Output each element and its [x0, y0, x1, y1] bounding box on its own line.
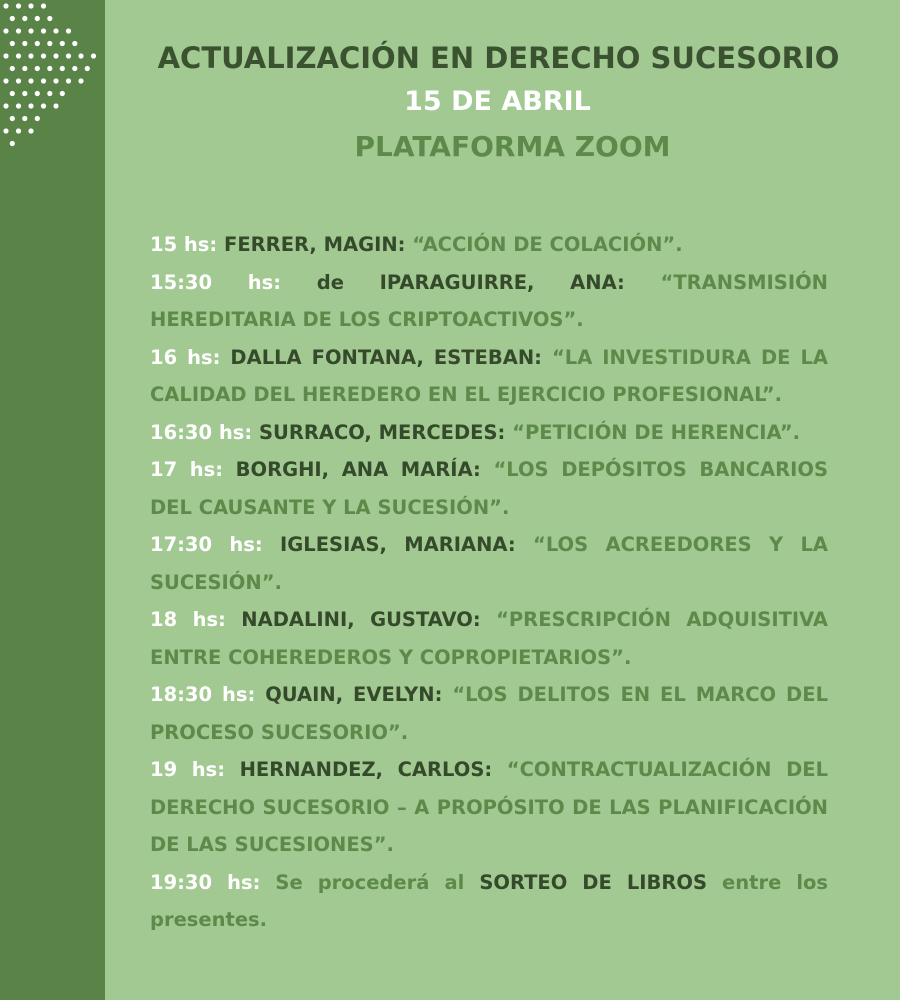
agenda-item: [150, 451, 828, 526]
agenda-topic: “LOS DELITOS EN EL MARCO DEL PROCESO SUCESORIO”.: [150, 683, 828, 744]
closing-highlight: SORTEO DE LIBROS: [479, 870, 708, 894]
agenda-speaker: IGLESIAS, MARIANA:: [280, 533, 516, 556]
agenda-item: [150, 264, 828, 339]
agenda-time: 16:30 hs:: [150, 420, 253, 444]
agenda-speaker: DALLA FONTANA, ESTEBAN:: [230, 345, 542, 369]
page-title: ACTUALIZACIÓN EN DERECHO SUCESORIO: [157, 41, 840, 75]
closing-time: 19:30 hs:: [150, 870, 261, 894]
agenda-item: [150, 751, 828, 864]
agenda-time: 17:30 hs:: [150, 533, 263, 556]
agenda-item: [150, 414, 828, 452]
agenda-topic: “PRESCRIPCIÓN ADQUISITIVA ENTRE COHEREDEROS Y COPROPIETARIOS”.: [150, 608, 828, 669]
agenda-speaker: NADALINI, GUSTAVO:: [241, 608, 481, 631]
agenda-speaker: HERNANDEZ, CARLOS:: [239, 758, 493, 781]
agenda-time: 17 hs:: [150, 458, 224, 481]
event-date: 15 DE ABRIL: [404, 86, 591, 117]
agenda-speaker: FERRER, MAGIN:: [224, 233, 406, 256]
closing-text-after: entre los presentes.: [150, 870, 829, 931]
agenda-time: 16 hs:: [150, 345, 221, 369]
agenda-time: 15:30 hs:: [150, 270, 282, 294]
agenda-item: [150, 226, 828, 264]
agenda-topic: “TRANSMISIÓN HEREDITARIA DE LOS CRIPTOACTIVOS”.: [150, 270, 828, 331]
agenda-time: 19 hs:: [150, 758, 225, 781]
agenda-topic: “LOS ACREEDORES Y LA SUCESIÓN”.: [150, 533, 829, 594]
agenda-topic: “LOS DEPÓSITOS BANCARIOS DEL CAUSANTE Y LA SUCESIÓN”.: [150, 458, 828, 519]
agenda-speaker: de IPARAGUIRRE, ANA:: [316, 270, 625, 294]
closing-text-before: Se procederá al: [275, 870, 465, 894]
agenda-topic: “PETICIÓN DE HERENCIA”.: [512, 420, 801, 444]
agenda-time: 18:30 hs:: [150, 683, 256, 706]
agenda-item: [150, 526, 828, 601]
agenda-item: [150, 676, 828, 751]
agenda-time: 18 hs:: [150, 608, 226, 631]
agenda-topic: “CONTRACTUALIZACIÓN DEL DERECHO SUCESORIO – A PROPÓSITO DE LAS PLANIFICACIÓN DE LAS SUCESIONES”.: [150, 758, 828, 856]
agenda-topic: “LA INVESTIDURA DE LA CALIDAD DEL HEREDERO EN EL EJERCICIO PROFESIONAL”.: [150, 345, 829, 406]
header: [105, 36, 900, 170]
agenda-closing-item: [150, 864, 828, 939]
agenda-item: [150, 601, 828, 676]
agenda-time: 15 hs:: [150, 233, 218, 256]
agenda-topic: “ACCIÓN DE COLACIÓN”.: [412, 233, 683, 256]
agenda-item: [150, 339, 828, 414]
agenda-speaker: BORGHI, ANA MARÍA:: [235, 458, 481, 481]
agenda-list: [150, 226, 828, 939]
event-platform: PLATAFORMA ZOOM: [354, 130, 671, 163]
agenda-speaker: QUAIN, EVELYN:: [265, 683, 443, 706]
agenda-speaker: SURRACO, MERCEDES:: [258, 420, 506, 444]
